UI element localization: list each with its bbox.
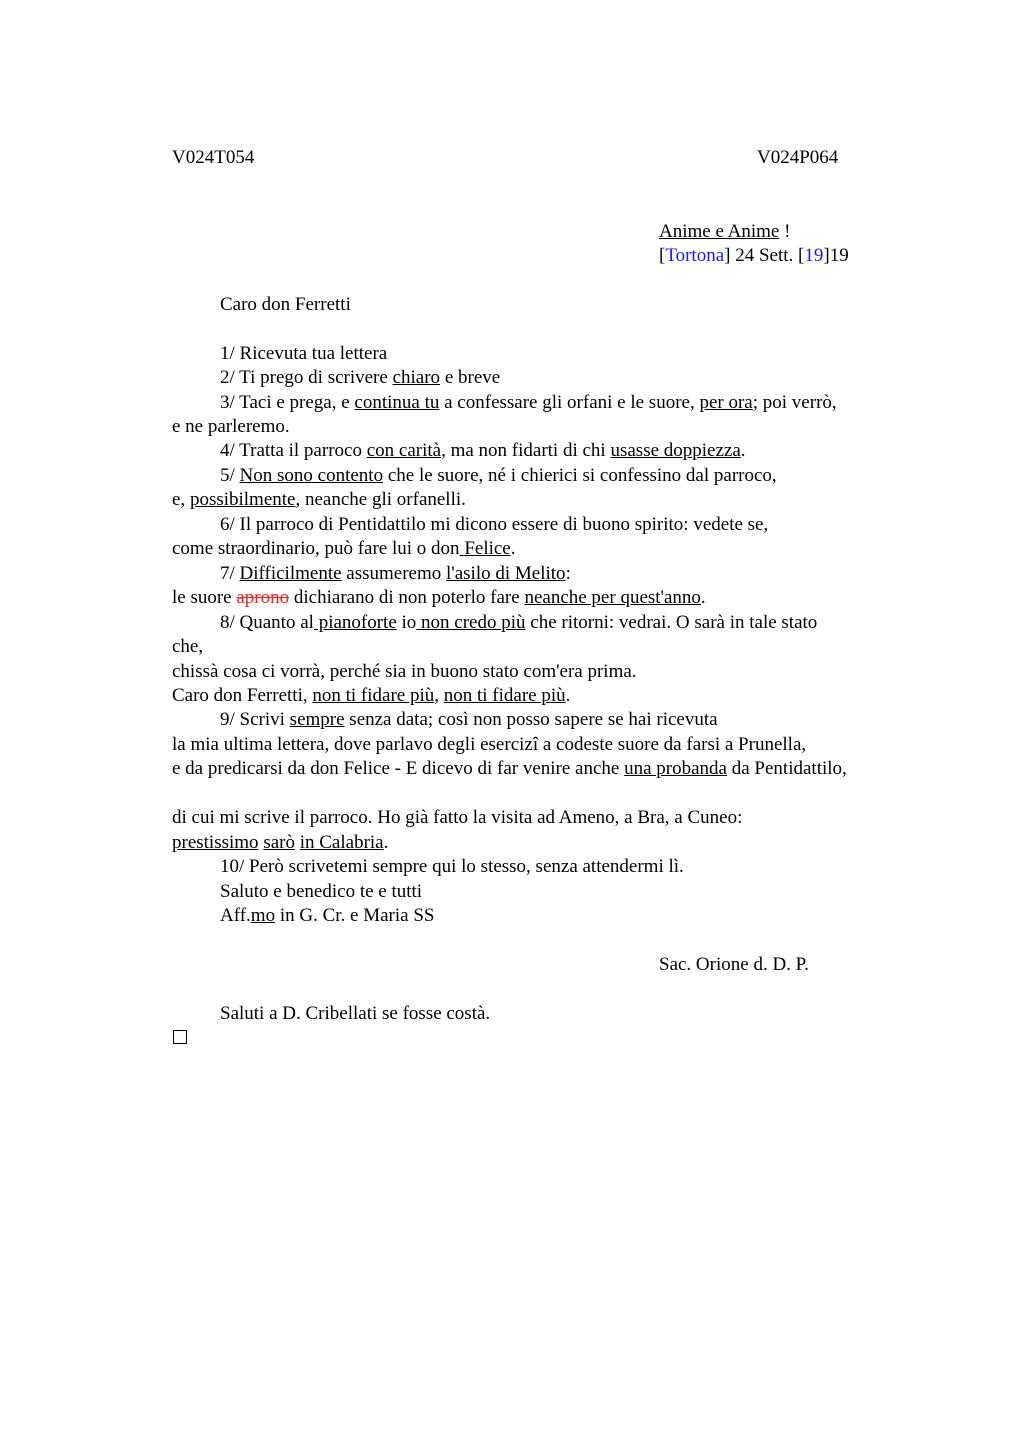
letter-line: 10/ Però scrivetemi sempre qui lo stesso, senza attendermi lì. — [220, 856, 684, 877]
letter-line: 8/ Quanto al pianoforte io non credo più che ritorni: vedrai. O sarà in tale stato — [220, 612, 818, 633]
letter-line: e da predicarsi da don Felice - E dicevo di far venire anche una probanda da Pentidattilo, — [172, 758, 847, 779]
letter-line: di cui mi scrive il parroco. Ho già fatto la visita ad Ameno, a Bra, a Cuneo: — [172, 807, 743, 828]
place-date-line: [Tortona] 24 Sett. [19]19 — [659, 245, 849, 266]
letter-line: le suore aprono dichiarano di non poterlo fare neanche per quest'anno. — [172, 587, 706, 608]
motto-line — [659, 220, 790, 244]
letter-line: 6/ Il parroco di Pentidattilo mi dicono essere di buono spirito: vedete se, — [220, 514, 769, 535]
document-code-left: V024T054 — [172, 147, 255, 168]
year-prefix: 19 — [804, 245, 824, 266]
motto-mark: ! — [779, 221, 791, 242]
letter-line: la mia ultima lettera, dove parlavo degli esercizi a codeste suore da farsi a Prunella, — [172, 734, 807, 755]
year-suffix: 19 — [829, 245, 849, 266]
postscript: Saluti a D. Cribellati se fosse costà. — [220, 1003, 491, 1024]
letter-line: prestissimo sarò in Calabria. — [172, 832, 389, 853]
document-code-right: V024P064 — [757, 147, 839, 168]
letter-line: che, — [172, 636, 204, 657]
struck-word: aprono — [236, 587, 290, 608]
closing-line: Aff.mo in G. Cr. e Maria SS — [220, 905, 435, 926]
letter-line: 7/ Difficilmente assumeremo l'asilo di Melito: — [220, 563, 571, 584]
place-name: Tortona — [665, 245, 725, 266]
letter-line: 3/ Taci e prega, e continua tu a confessare gli orfani e le suore, per ora; poi verrò, — [220, 392, 837, 413]
letter-line: e, possibilmente, neanche gli orfanelli. — [172, 489, 466, 510]
letter-line: 9/ Scrivi sempre senza data; così non posso sapere se hai ricevuta — [220, 709, 718, 730]
letter-line: come straordinario, può fare lui o don Felice. — [172, 538, 516, 559]
closing-line: Saluto e benedico te e tutti — [220, 881, 423, 902]
end-marker-box — [173, 1030, 187, 1044]
signature: Sac. Orione d. D. P. — [659, 954, 809, 975]
letter-line: e ne parleremo. — [172, 416, 290, 437]
letter-line: 4/ Tratta il parroco con carità, ma non fidarti di chi usasse doppiezza. — [220, 440, 746, 461]
letter-line: Caro don Ferretti, non ti fidare più, non ti fidare più. — [172, 685, 571, 706]
salutation: Caro don Ferretti — [220, 294, 351, 315]
letter-line: 1/ Ricevuta tua lettera — [220, 343, 388, 364]
letter-line: chissà cosa ci vorrà, perché sia in buono stato com'era prima. — [172, 661, 637, 682]
letter-line: 2/ Ti prego di scrivere chiaro e breve — [220, 367, 501, 388]
date-text: 24 Sett. — [730, 245, 799, 266]
motto-text: Anime e Anime — [659, 221, 780, 242]
letter-line: 5/ Non sono contento che le suore, né i chierici si confessino dal parroco, — [220, 465, 777, 486]
